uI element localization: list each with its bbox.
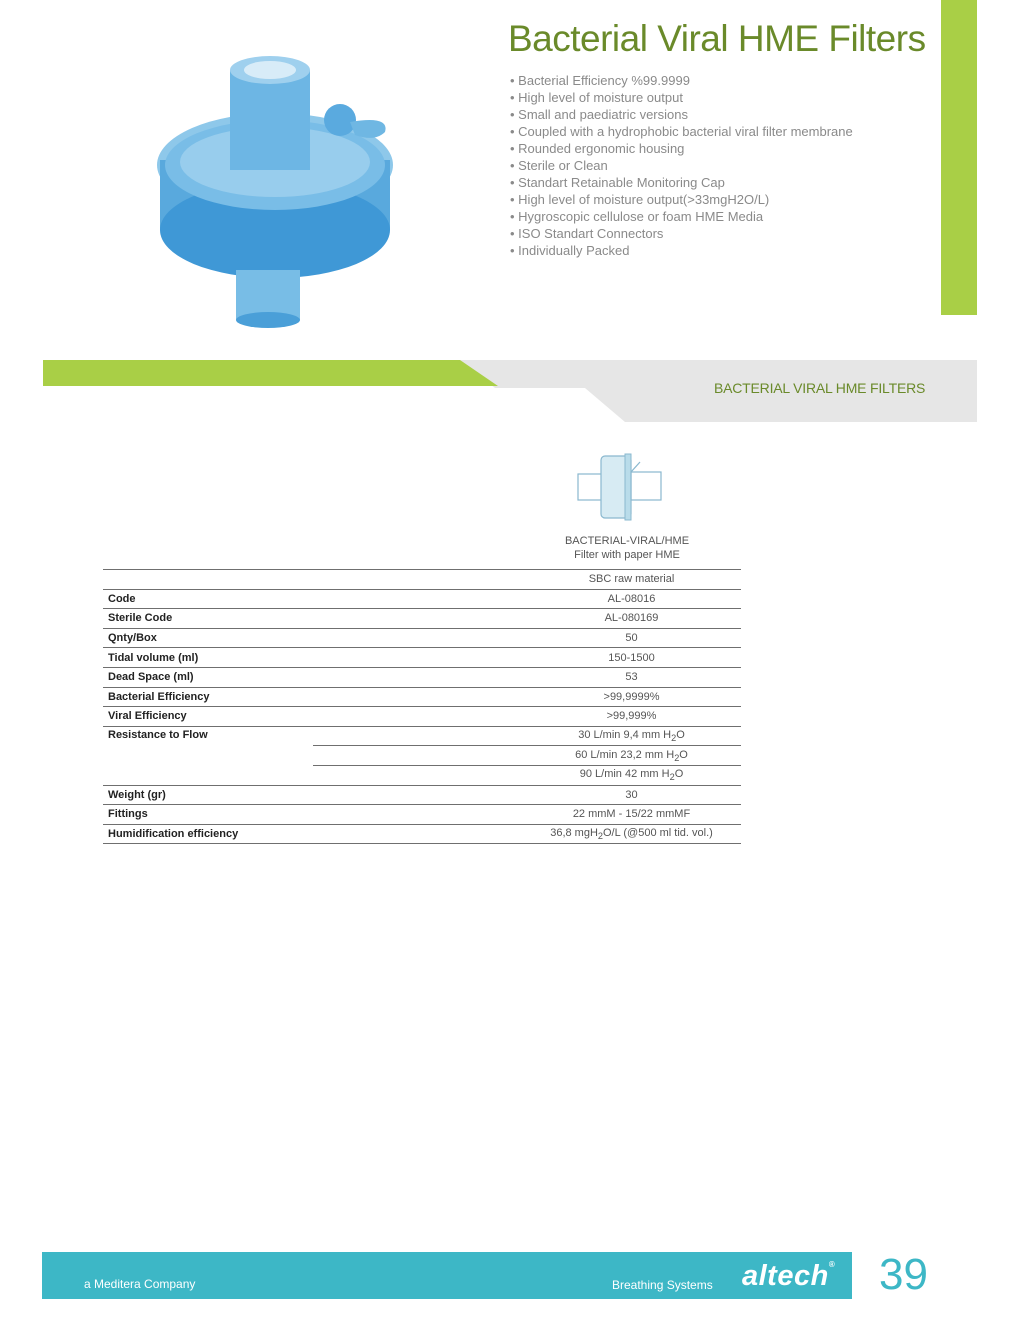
row-label: Bacterial Efficiency (103, 687, 313, 707)
row-value: 50 (522, 628, 741, 648)
section-title: BACTERIAL VIRAL HME FILTERS (714, 380, 926, 396)
feature-item: • Small and paediatric versions (510, 106, 853, 123)
row-label: Viral Efficiency (103, 707, 313, 727)
row-value: AL-080169 (522, 609, 741, 629)
row-label: Humidification efficiency (103, 824, 313, 844)
row-label: Tidal volume (ml) (103, 648, 313, 668)
row-value: 53 (522, 667, 741, 687)
table-row (103, 648, 741, 668)
accent-bar (941, 0, 977, 315)
footer-category: Breathing Systems (612, 1278, 713, 1292)
feature-item: • High level of moisture output(>33mgH2O/L) (510, 191, 853, 208)
table-row (103, 805, 741, 825)
row-value: 22 mmM - 15/22 mmMF (522, 805, 741, 825)
spec-table (103, 569, 741, 844)
table-row (103, 726, 741, 746)
footer-bar (42, 1252, 852, 1299)
row-value: >99,9999% (522, 687, 741, 707)
feature-item: • ISO Standart Connectors (510, 225, 853, 242)
row-value: 30 (522, 785, 741, 805)
feature-list (510, 72, 853, 259)
row-label: Qnty/Box (103, 628, 313, 648)
feature-item: • Hygroscopic cellulose or foam HME Media (510, 208, 853, 225)
row-value: 60 L/min 23,2 mm $H_2O$ (522, 746, 741, 766)
footer-company: a Meditera Company (84, 1277, 196, 1291)
material-cell: SBC raw material (522, 570, 741, 590)
table-row (103, 667, 741, 687)
feature-item: • Sterile or Clean (510, 157, 853, 174)
table-row (103, 824, 741, 844)
product-name: BACTERIAL-VIRAL/HME (564, 535, 690, 547)
feature-item: • Coupled with a hydrophobic bacterial viral filter membrane (510, 123, 853, 140)
filter-diagram (575, 452, 667, 522)
row-value: AL-08016 (522, 589, 741, 609)
table-row (103, 628, 741, 648)
feature-item: • Bacterial Efficiency %99.9999 (510, 72, 853, 89)
page-title: Bacterial Viral HME Filters (508, 18, 926, 59)
product-subtitle: Filter with paper HME (574, 549, 680, 561)
product-photo (150, 50, 410, 340)
row-value: 90 L/min 42 mm $H_2O$ (522, 765, 741, 785)
table-row (103, 570, 741, 590)
feature-item: • Standart Retainable Monitoring Cap (510, 174, 853, 191)
row-value: 150-1500 (522, 648, 741, 668)
row-label: Code (103, 589, 313, 609)
row-label: Sterile Code (103, 609, 313, 629)
table-row (103, 707, 741, 727)
table-row (103, 609, 741, 629)
table-row (103, 589, 741, 609)
row-value: 30 L/min 9,4 mm $H_2O$ (522, 726, 741, 746)
feature-item: • High level of moisture output (510, 89, 853, 106)
page-number: 39 (879, 1250, 928, 1299)
product-column-header (526, 534, 728, 562)
feature-item: • Individually Packed (510, 242, 853, 259)
row-label: Weight (gr) (103, 785, 313, 805)
row-label: Dead Space (ml) (103, 667, 313, 687)
feature-item: • Rounded ergonomic housing (510, 140, 853, 157)
row-label: Fittings (103, 805, 313, 825)
row-value: >99,999% (522, 707, 741, 727)
table-row (103, 785, 741, 805)
row-label: Resistance to Flow (103, 726, 313, 785)
table-row (103, 687, 741, 707)
row-value: 36,8 mgH$_2$O/L (@500 ml tid. vol.) (522, 824, 741, 844)
brand-logo: altech® (742, 1260, 836, 1292)
